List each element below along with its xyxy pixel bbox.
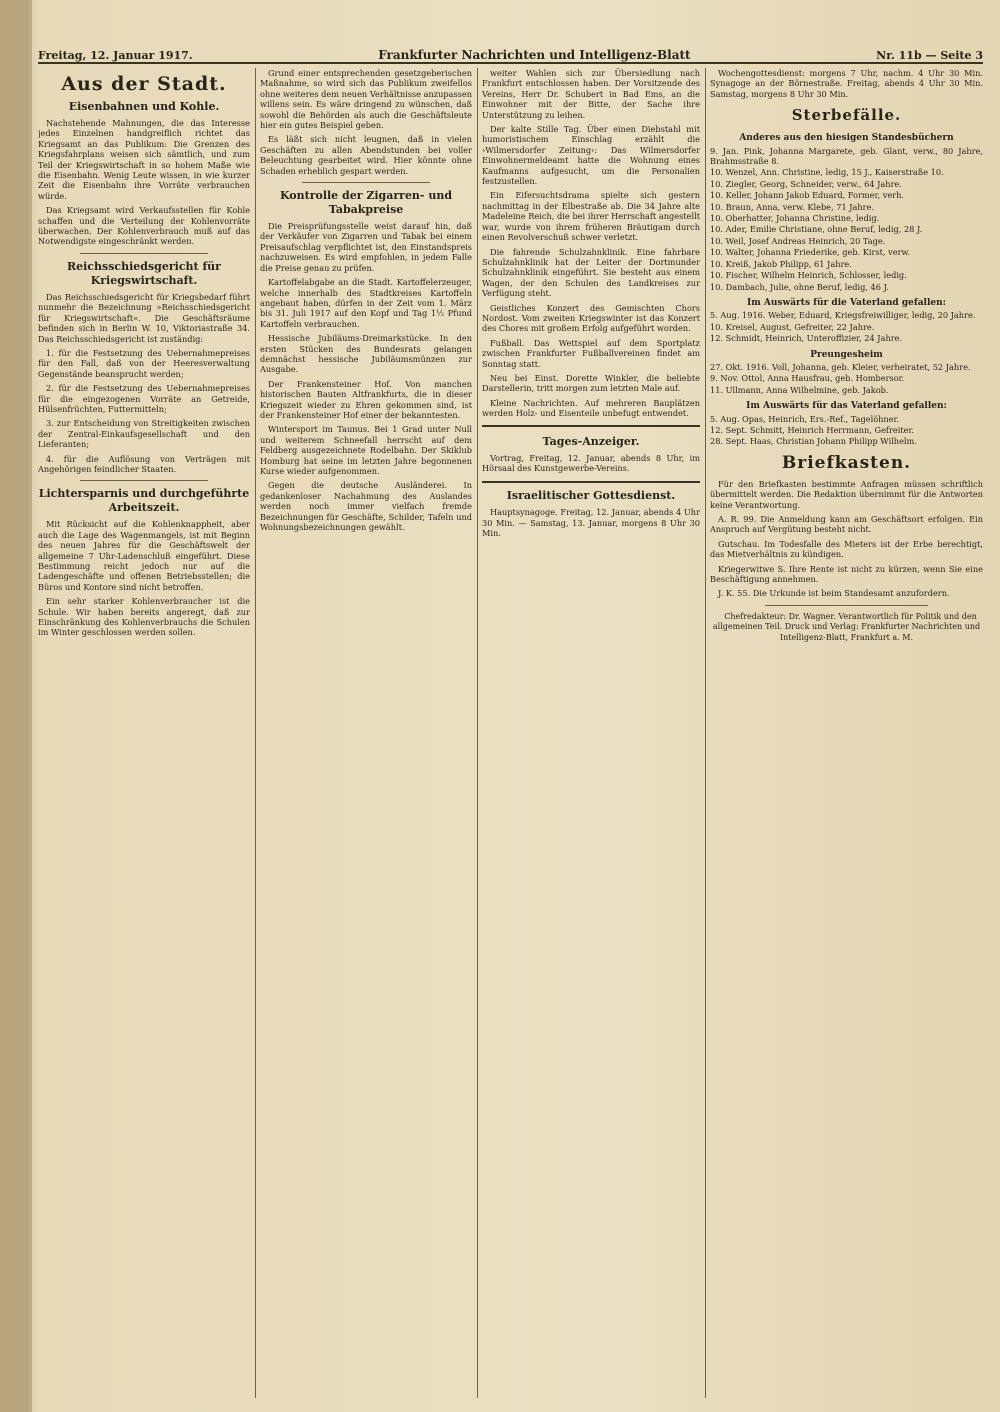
article-paragraph: Geistliches Konzert des Gemischten Chors Nordost. Vom zweiten Kriegswinter ist das Konzert des Chores mit großem Erfolg aufgeführt worden. (482, 302, 700, 334)
death-notice-item: 10. Wenzel, Ann. Christine, ledig, 15 J., Kaiserstraße 10. (710, 167, 944, 178)
column-3 (482, 68, 700, 1398)
death-notice-item: 10. Dambach, Julie, ohne Beruf, ledig, 46 J. (710, 281, 889, 292)
article-paragraph: Das Reichsschiedsgericht für Kriegsbedarf führt nunmehr die Bezeichnung »Reichsschiedsgericht für Kriegswirtschaft«. Die Geschäftsräume befinden sich in Berlin W. 10, Viktoriastraße 34. Das Reichsschiedsgericht ist zuständig: (38, 291, 250, 344)
article-paragraph: Das Kriegsamt wird Verkaufsstellen für Kohle schaffen und die Verteilung der Kohlenvorräte überwachen. Der Kohlenverbrauch muß auf das Notwendigste eingeschränkt werden. (38, 205, 250, 247)
article-paragraph: Die Preisprüfungsstelle weist darauf hin, daß der Verkäufer von Zigarren und Tabak bei einem Preisaufschlag verpflichtet ist, den Einstandspreis nachzuweisen. Es wird empfohlen, in jedem Falle die Preise genau zu prüfen. (260, 221, 472, 273)
article-paragraph: J. K. 55. Die Urkunde ist beim Standesamt anzufordern. (718, 588, 950, 599)
article-paragraph: Nachstehende Mahnungen, die das Interesse jedes Einzelnen handgreiflich richtet das Kriegsamt an das Publikum: Die Grenzen des Kriegsfahrplans weisen sich sämtlich, und zum Teil der Kriegswirtschaft in so hohem Maße wie die Eisenbahn. Wenig Leute wissen, in wie kurzer Zeit die Eisenbahn ihre Vorräte verbrauchen würde. (38, 118, 250, 201)
section-title: Israelitischer Gottesdienst. (506, 489, 676, 503)
masthead-title: Frankfurter Nachrichten und Intelligenz-Blatt (378, 48, 691, 62)
death-notice-item: 27. Okt. 1916. Voll, Johanna, geb. Kleier, verheiratet, 52 Jahre. (710, 361, 971, 372)
column-2 (260, 68, 472, 1398)
divider (80, 480, 207, 481)
article-heading: Eisenbahnen und Kohle. (68, 100, 220, 113)
divider (765, 605, 929, 606)
death-notice-list (710, 414, 983, 447)
article-paragraph: Vortrag, Freitag, 12. Januar, abends 8 Uhr, im Hörsaal des Kunstgewerbe-Vereins. (482, 452, 700, 473)
article-paragraph: Mit Rücksicht auf die Kohlenknappheit, aber auch die Lage des Wagenmangels, ist mit Beginn des neuen Jahres für die Geschäftswelt der allgemeine 7 Uhr-Ladenschluß eingeführt. Diese Bestimmung reicht jedoch nur auf die Ladengeschäfte und offenen Betriebsstellen; die Büros und Kontore sind nicht betroffen. (38, 519, 250, 592)
article-paragraph: Wintersport im Taunus. Bei 1 Grad unter Null und weiterem Schneefall herrscht auf dem Feldberg ausgezeichnete Rodelbahn. Der Skiklub Homburg hat seine im letzten Jahre begonnenen Kurse wieder aufgenommen. (260, 424, 472, 476)
column-rule (705, 68, 706, 1398)
article-paragraph: 3. zur Entscheidung von Streitigkeiten zwischen der Zentral-Einkaufsgesellschaft und den Lieferanten; (38, 418, 250, 450)
death-notice-item: 12. Schmidt, Heinrich, Unteroffizier, 24 Jahre. (710, 333, 903, 344)
column-rule (255, 68, 256, 1398)
list-category: Im Auswärts für das Vaterland gefallen: (746, 401, 947, 412)
article-paragraph: Der kalte Stille Tag. Über einen Diebstahl mit humoristischem Einschlag erzählt die ›Wilmersdorfer Zeitung‹: Das Wilmersdorfer Einwohnermeldeamt hatte die Wohnung eines Kaufmanns aufgesucht, um die Personalien festzustellen. (482, 124, 700, 187)
column-1 (38, 68, 250, 1398)
death-notice-item: 10. Keller, Johann Jakob Eduard, Former, verh. (710, 190, 904, 201)
article-paragraph: Kartoffelabgabe an die Stadt. Kartoffelerzeuger, welche innerhalb des Stadtkreises Kartoffeln angebaut haben, dürfen in der Zeit vom 1. März bis 31. Juli 1917 auf den Kopf und Tag 1½ Pfund Kartoffeln verbrauchen. (260, 277, 472, 329)
death-notice-item: 10. Kreiß, Jakob Philipp, 61 Jahre. (710, 258, 852, 269)
article-paragraph: Gegen die deutsche Ausländerei. In gedankenloser Nachahmung des Auslandes werden noch immer vielfach fremde Bezeichnungen für Geschäfte, Schilder, Tafeln und Wohnungsbezeichnungen gewählt. (260, 480, 472, 533)
death-notice-item: 5. Aug. 1916. Weber, Eduard, Kriegsfreiwilliger, ledig, 20 Jahre. (710, 310, 976, 321)
article-paragraph: Der Frankensteiner Hof. Von manchen historischen Bauten Altfrankfurts, die in dieser Kriegszeit wieder zu Ehren gekommen sind, ist der Frankensteiner Hof einer der bekanntesten. (260, 378, 472, 420)
list-category: Anderes aus den hiesigen Standesbüchern (739, 133, 954, 144)
article-paragraph: Gutschau. Im Todesfalle des Mieters ist der Erbe berechtigt, das Mietverhältnis zu kündigen. (710, 538, 983, 560)
death-notice-item: 12. Sept. Schmitt, Heinrich Herrmann, Gefreiter. (710, 424, 915, 435)
article-paragraph: Für den Briefkasten bestimmte Anfragen müssen schriftlich übermittelt werden. Die Redaktion übernimmt für die Antworten keine Verantwortung. (710, 478, 983, 510)
section-title: Briefkasten. (781, 452, 912, 473)
article-paragraph: Hauptsynagoge. Freitag, 12. Januar, abends 4 Uhr 30 Min. — Samstag, 13. Januar, morgens 8 Uhr 30 Min. (482, 507, 700, 539)
article-paragraph: Kriegerwitwe S. Ihre Rente ist nicht zu kürzen, wenn Sie eine Beschäftigung annehmen. (710, 563, 983, 585)
death-notice-list (710, 146, 983, 292)
death-notice-item: 9. Jan. Pink, Johanna Margarete, geb. Glant, verw., 80 Jahre, Brahmsstraße 8. (710, 145, 983, 167)
death-notice-item: 28. Sept. Haas, Christian Johann Philipp Wilhelm. (710, 436, 917, 447)
death-notice-item: 10. Braun, Anna, verw. Klebe, 71 Jahre. (710, 201, 875, 212)
article-paragraph: Die fahrende Schulzahnklinik. Eine fahrbare Schulzahnklinik hat der Leiter der Dortmunder Schulzahnklinik eingeführt. Sie besteht aus einem Wagen, der den Schulen des Landkreises zur Verfügung steht. (482, 246, 700, 299)
article-heading: Reichsschiedsgericht für Kriegswirtschaft. (67, 259, 221, 287)
death-notice-item: 10. Walter, Johanna Friederike, geb. Kirst, verw. (710, 247, 911, 258)
section-title: Tages-Anzeiger. (542, 434, 640, 448)
header-date: Freitag, 12. Januar 1917. (38, 49, 193, 62)
article-paragraph: Wochengottesdienst: morgens 7 Uhr, nachm. 4 Uhr 30 Min. Synagoge an der Börnestraße. Freitag, abends 4 Uhr 30 Min. Samstag, morgens 8 Uhr 30 Min. (710, 68, 983, 99)
article-paragraph: Kleine Nachrichten. Auf mehreren Bauplätzen werden Holz- und Eisenteile unbefugt entwendet. (482, 397, 700, 419)
divider (80, 253, 207, 254)
article-paragraph: A. R. 99. Die Anmeldung kann am Geschäftsort erfolgen. Ein Anspruch auf Vergütung besteht nicht. (710, 514, 983, 535)
death-notice-item: 10. Kreisel, August, Gefreiter, 22 Jahre. (710, 321, 875, 332)
article-paragraph: Neu bei Einst. Dorette Winkler, die beliebte Darstellerin, tritt morgen zum letzten Male auf. (482, 372, 700, 394)
column-4 (710, 68, 983, 1398)
death-notice-item: 5. Aug. Opas, Heinrich, Ers.-Ref., Tagelöhner. (710, 413, 900, 424)
page-edge (0, 0, 28, 1412)
article-paragraph: 2. für die Festsetzung des Uebernahmepreises für die eingezogenen Vorräte an Getreide, Hülsenfrüchten, Futtermitteln; (38, 383, 250, 414)
death-notice-item: 11. Ullmann, Anna Wilhelmine, geb. Jakob. (710, 384, 889, 395)
page-fold (28, 0, 32, 1412)
article-paragraph: Es läßt sich nicht leugnen, daß in vielen Geschäften zu allen Abendstunden bei voller Beleuchtung gearbeitet wird. Hier könnte ohne Schaden erheblich gespart werden. (260, 134, 472, 176)
death-notice-item: 10. Weil, Josef Andreas Heinrich, 20 Tage. (710, 235, 886, 246)
article-heading: Lichtersparnis und durchgeführte Arbeitszeit. (38, 487, 250, 515)
section-title: Aus der Stadt. (61, 73, 227, 95)
article-paragraph: Ein sehr starker Kohlenverbraucher ist die Schule. Wir haben bereits angeregt, daß zur Einschränkung des Kohlenverbrauchs die Schulen im Winter geschlossen werden sollen. (38, 596, 250, 638)
list-category: Preungesheim (810, 349, 883, 360)
death-notice-list (710, 310, 983, 343)
list-category: Im Auswärts für die Vaterland gefallen: (747, 297, 946, 308)
article-paragraph: Hessische Jubiläums-Dreimarkstücke. In den ersten Stücken des Bundesrats gelangen demnächst hessische Jubiläumsmünzen zur Ausgabe. (260, 333, 472, 375)
death-notice-item: 10. Oberhatter, Johanna Christine, ledig. (710, 213, 880, 224)
death-notice-item: 10. Fischer, Wilhelm Heinrich, Schlosser, ledig. (710, 270, 907, 281)
article-paragraph: 4. für die Auflösung von Verträgen mit Angehörigen feindlicher Staaten. (38, 453, 250, 474)
page-number: Nr. 11b — Seite 3 (876, 49, 983, 62)
imprint: Chefredakteur: Dr. Wagner. Verantwortlich für Politik und den allgemeinen Teil. Druck und Verlag: Frankfurter Nachrichten und Intelligenz-Blatt, Frankfurt a. M. (712, 611, 981, 642)
article-paragraph: Grund einer entsprechenden gesetzgeberischen Maßnahme, so wird sich das Publikum zweifellos ohne weiteres dem neuen Verhältnisse anzupassen willens sein. Es wäre dringend zu wünschen, daß sowohl die Behörden als auch die Geschäftsleute hier ein gutes Beispiel geben. (260, 68, 472, 131)
article-paragraph: weiter Wahlen sich zur Übersiedlung nach Frankfurt entschlossen haben. Der Vorsitzende des Vereins, Herr Dr. Schubert in Bad Ems, an die Einwohner mit der Bitte, der Sache ihre Unterstützung zu leihen. (482, 68, 700, 120)
death-notice-list (710, 362, 983, 395)
death-notice-item: 10. Ader, Emilie Christiane, ohne Beruf, ledig, 28 J. (710, 224, 923, 235)
article-paragraph: 1. für die Festsetzung des Uebernahmepreises für den Fall, daß von der Heeresverwaltung Gegenstände beansprucht werden; (38, 347, 250, 379)
column-rule (477, 68, 478, 1398)
article-paragraph: Fußball. Das Wettspiel auf dem Sportplatz zwischen Frankfurter Fußballvereinen findet am Sonntag statt. (482, 337, 700, 369)
section-title: Sterbefälle. (791, 106, 902, 125)
death-notice-item: 9. Nov. Ottol, Anna Hausfrau, geb. Hombersor. (710, 373, 905, 384)
tages-anzeiger-box (482, 425, 700, 484)
divider (302, 182, 429, 183)
death-notice-item: 10. Ziegler, Georg, Schneider, verw., 64 Jahre. (710, 178, 902, 189)
article-paragraph: Ein Eifersuchtsdrama spielte sich gestern nachmittag in der Elbestraße ab. Die 34 Jahre alte Madeleine Reich, die bei ihrer Herrschaft angestellt war, wurde von ihrem früheren Bräutigam durch einen Revolverschuß schwer verletzt. (482, 190, 700, 243)
page-header (38, 38, 983, 64)
article-heading: Kontrolle der Zigarren- und Tabakpreise (279, 189, 453, 217)
